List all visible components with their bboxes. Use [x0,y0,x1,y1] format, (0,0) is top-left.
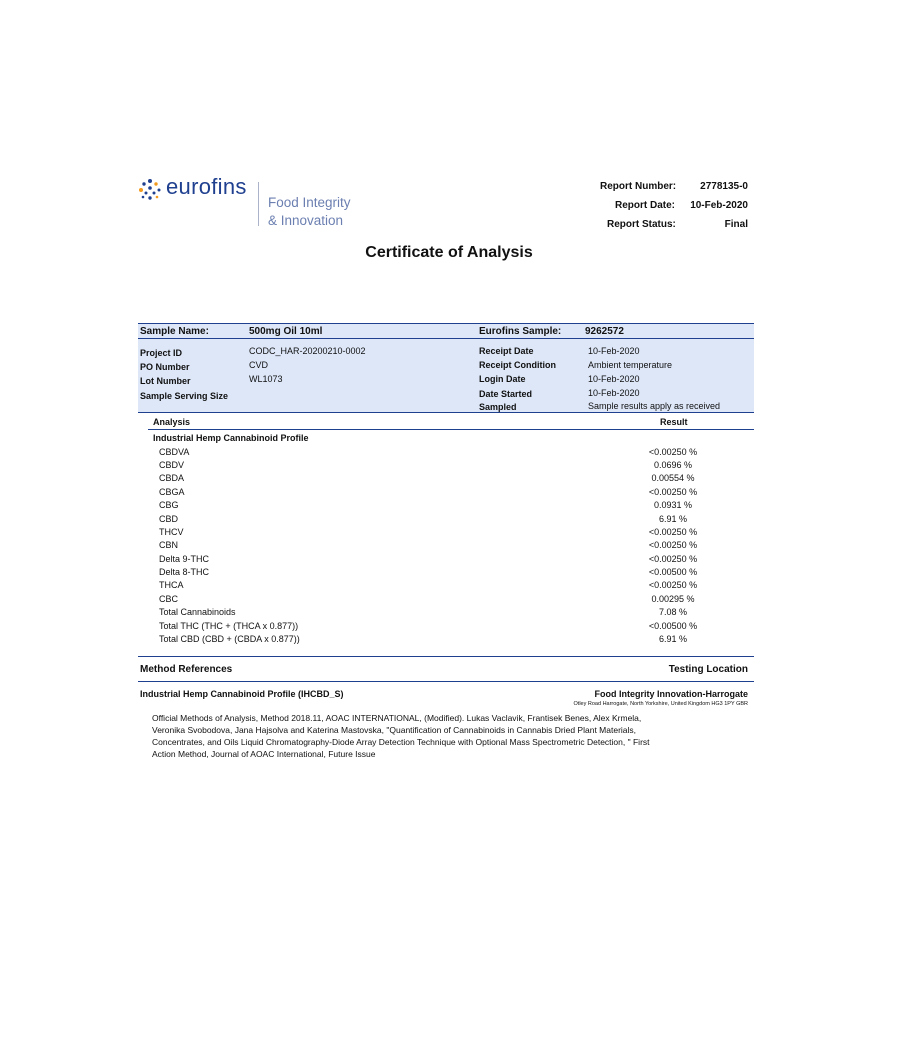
sample-name: 500mg Oil 10ml [249,326,323,337]
analyte-result: <0.00250 % [648,580,698,590]
logo-subtitle-line-2: & Innovation [268,213,344,228]
analyte-name: CBG [159,500,179,510]
analyte-name: Total Cannabinoids [159,607,236,617]
project-id-label: Project ID [140,348,183,358]
sample-bottom-rule [138,412,754,413]
sampled-note: Sample results apply as received [588,401,721,411]
login-date: 10-Feb-2020 [588,374,640,384]
report-number: 2778135-0 [700,181,748,192]
analyte-result: 0.00295 % [651,594,695,604]
receipt-condition: Ambient temperature [588,360,673,370]
method-citation: Official Methods of Analysis, Method 2018.11, AOAC INTERNATIONAL, (Modified). Lukas Vaclavik, Frantisek Benes, Alex Krmela, Veronika Svobodova, Jana Hajsolva and Katerina Mastovska, "Quantification of Cannabinoids in Cannabis Dried Plant Materials, Concentrates, and Oils Liquid Chromatography-Diode Array Detection Technique with Optional Mass Spectrometric Detection, " First Action Method, Journal of AOAC International, Future Issue [152,713,650,759]
report-date-label: Report Date: [615,200,676,211]
analyte-name: Delta 9-THC [159,554,210,564]
analyte-result: <0.00250 % [648,554,698,564]
receipt-date: 10-Feb-2020 [588,346,640,356]
methods-top-rule [138,656,754,657]
receipt-condition-label: Receipt Condition [479,360,556,370]
page-title: Certificate of Analysis [365,244,533,261]
report-number-label: Report Number: [600,181,677,192]
login-date-label: Login Date [479,374,526,384]
analyte-result: <0.00250 % [648,527,698,537]
analyte-name: CBGA [159,487,185,497]
receipt-date-label: Receipt Date [479,346,534,356]
analyte-name: CBC [159,594,179,604]
analyte-name: CBD [159,514,179,524]
logo-divider [258,182,259,226]
eurofins-logo-icon [138,178,162,202]
report-status-label: Report Status: [607,219,676,230]
project-id: CODC_HAR-20200210-0002 [249,346,366,356]
analyte-result: 6.91 % [658,514,688,524]
analyte-result: 0.0696 % [653,460,693,470]
analysis-group-title: Industrial Hemp Cannabinoid Profile [153,433,309,443]
eurofins-sample-id: 9262572 [585,326,624,337]
analyte-name: CBDV [159,460,185,470]
analyte-result: <0.00250 % [648,487,698,497]
sample-name-label: Sample Name: [140,326,209,337]
analyte-result: <0.00500 % [648,567,698,577]
analyte-name: THCV [159,527,184,537]
analyte-name: THCA [159,580,184,590]
sampled-label: Sampled [479,402,517,412]
certificate-page [128,162,770,782]
analyte-name: Delta 8-THC [159,567,210,577]
logo-subtitle-line-1: Food Integrity [268,195,351,210]
methods-bottom-rule [138,681,754,682]
testing-location-name: Food Integrity Innovation-Harrogate [594,689,748,699]
analyte-result: 6.91 % [658,634,688,644]
testing-location-heading: Testing Location [668,664,748,675]
date-started-label: Date Started [479,389,533,399]
lot-number-label: Lot Number [140,376,191,386]
analyte-name: CBDVA [159,447,190,457]
analyte-name: Total CBD (CBD + (CBDA x 0.877)) [159,634,300,644]
testing-location-address: Otley Road Harrogate, North Yorkshire, United Kingdom HG3 1PY GBR [573,701,748,707]
logo-subtitle [268,194,351,230]
analysis-header-rule [148,429,754,430]
analyte-result: <0.00500 % [648,621,698,631]
analyte-result: <0.00250 % [648,447,698,457]
method-name: Industrial Hemp Cannabinoid Profile (IHCBD_S) [140,689,344,699]
analyte-name: CBN [159,540,179,550]
method-references-heading: Method References [140,664,233,675]
report-date: 10-Feb-2020 [690,200,748,211]
eurofins-sample-label: Eurofins Sample: [479,326,562,337]
analyte-result: <0.00250 % [648,540,698,550]
logo-wordmark: eurofins [166,174,247,199]
serving-size-label: Sample Serving Size [140,391,229,401]
po-number-label: PO Number [140,362,190,372]
po-number: CVD [249,360,269,370]
analysis-column-header: Analysis [153,417,191,427]
analyte-result: 0.0931 % [653,500,693,510]
analyte-result: 7.08 % [658,607,688,617]
analyte-name: CBDA [159,473,185,483]
analyte-result: 0.00554 % [651,473,695,483]
analyte-name: Total THC (THC + (THCA x 0.877)) [159,621,299,631]
lot-number: WL1073 [249,374,283,384]
sample-header-rule [138,338,754,339]
date-started: 10-Feb-2020 [588,388,640,398]
report-status: Final [724,219,748,230]
result-column-header: Result [660,417,688,427]
